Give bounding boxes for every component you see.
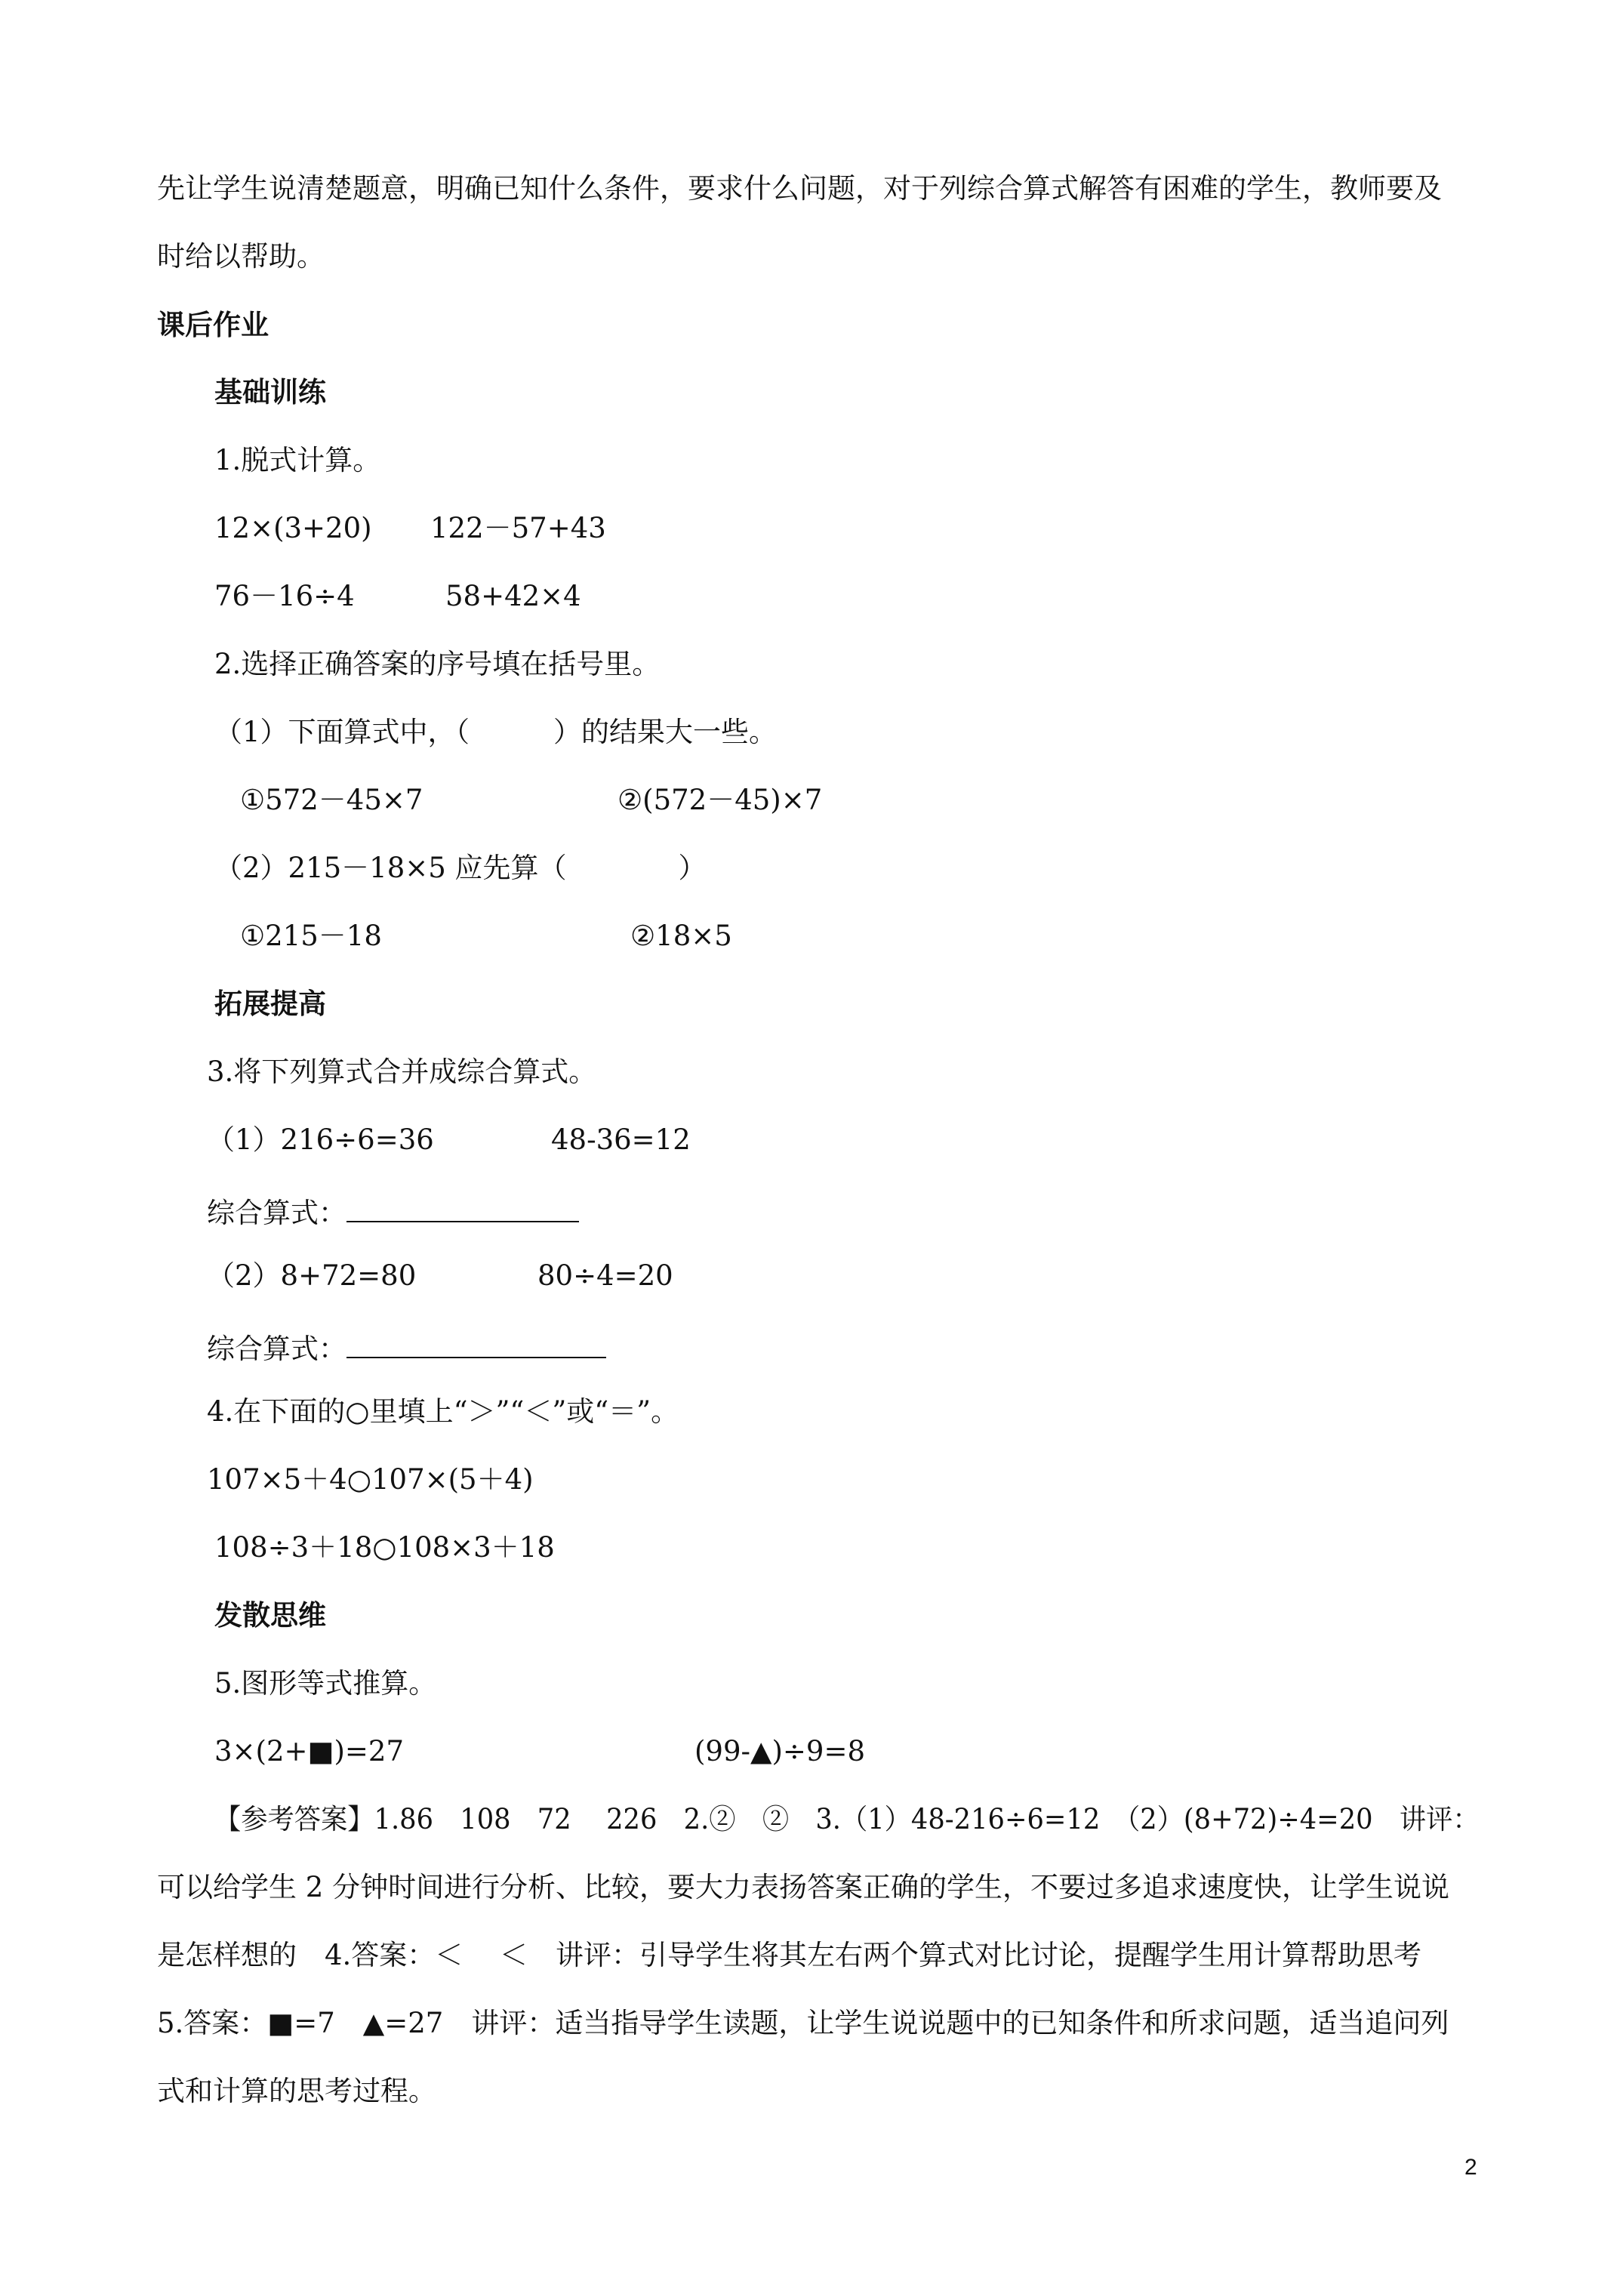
homework-heading: 课后作业	[157, 309, 269, 341]
question-3-part-2-a: （2）8+72=80	[207, 1259, 417, 1292]
answers-line-2: 可以给学生 2 分钟时间进行分析、比较，要大力表扬答案正确的学生，不要过多追求速度快，让学生说说	[157, 1871, 1450, 1903]
question-5-expr-1: 3×(2+■)=27	[214, 1735, 404, 1767]
question-3-title: 3.将下列算式合并成综合算式。	[207, 1056, 597, 1088]
question-2-part-2: （2）215－18×5 应先算（ ）	[214, 852, 707, 884]
question-1-expr-2: 122－57+43	[430, 512, 606, 544]
extension-heading: 拓展提高	[214, 988, 326, 1020]
question-2-part-1-option-2: ②(572－45)×7	[617, 784, 823, 816]
answers-line-5: 式和计算的思考过程。	[157, 2075, 436, 2107]
question-3-part-1-b: 48-36=12	[551, 1123, 691, 1156]
question-4-expr-1: 107×5＋4○107×(5＋4)	[207, 1463, 534, 1496]
question-2-part-2-option-1: ①215－18	[240, 920, 382, 952]
question-5-expr-2: (99-▲)÷9=8	[694, 1735, 865, 1767]
question-5-title: 5.图形等式推算。	[214, 1667, 437, 1700]
answers-line-3: 是怎样想的 4.答案：＜ ＜ 讲评：引导学生将其左右两个算式对比讨论，提醒学生用计算帮助思考	[157, 1939, 1422, 1971]
question-3-part-2-b: 80÷4=20	[537, 1259, 673, 1292]
combined-formula-label-1: 综合算式：	[207, 1197, 346, 1229]
answers-line-4: 5.答案：■=7 ▲=27 讲评：适当指导学生读题，让学生说说题中的已知条件和所求问题，适当追问列	[157, 2007, 1449, 2039]
question-3-answer-row-2	[207, 1330, 606, 1363]
answers-line-1: 【参考答案】1.86 108 72 226 2.② ② 3.（1）48-216÷6=12 （2）(8+72)÷4=20 讲评：	[214, 1803, 1480, 1835]
basic-training-heading: 基础训练	[214, 376, 326, 408]
question-2-part-2-option-2: ②18×5	[630, 920, 732, 952]
page-number: 2	[1464, 2155, 1477, 2180]
question-2-title: 2.选择正确答案的序号填在括号里。	[214, 648, 661, 680]
question-1-expr-3: 76－16÷4	[214, 580, 355, 612]
divergent-thinking-heading: 发散思维	[214, 1599, 326, 1632]
question-3-answer-row-1	[207, 1194, 579, 1227]
question-4-title: 4.在下面的○里填上“＞”“＜”或“＝”。	[207, 1395, 679, 1428]
intro-line-2: 时给以帮助。	[157, 240, 325, 273]
question-1-expr-1: 12×(3+20)	[214, 512, 372, 544]
combined-formula-blank-1[interactable]	[346, 1194, 579, 1222]
question-2-part-1: （1）下面算式中，（ ）的结果大一些。	[214, 716, 778, 748]
combined-formula-label-2: 综合算式：	[207, 1333, 346, 1365]
intro-line-1: 先让学生说清楚题意，明确已知什么条件，要求什么问题，对于列综合算式解答有困难的学生，教师要及	[157, 172, 1442, 205]
combined-formula-blank-2[interactable]	[346, 1330, 606, 1358]
question-3-part-1-a: （1）216÷6=36	[207, 1123, 434, 1156]
question-4-expr-2: 108÷3＋18○108×3＋18	[214, 1531, 555, 1564]
question-1-expr-4: 58+42×4	[445, 580, 581, 612]
question-2-part-1-option-1: ①572－45×7	[240, 784, 423, 816]
question-1-title: 1.脱式计算。	[214, 444, 381, 476]
